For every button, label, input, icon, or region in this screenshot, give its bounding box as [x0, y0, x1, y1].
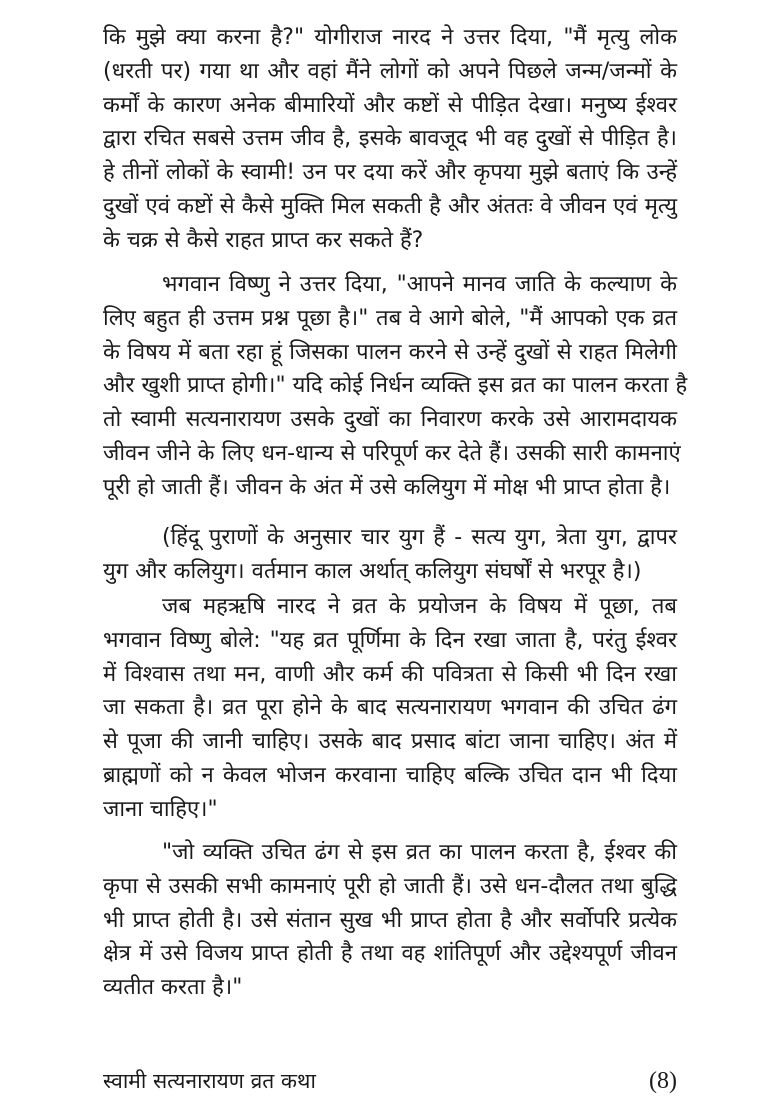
text-line: दुखों एवं कष्टों से कैसे मुक्ति मिल सकती है और अंततः वे जीवन एवं मृत्यु	[103, 193, 677, 219]
text-line: द्वारा रचित सबसे उत्तम जीव है, इसके बावजूद भी वह दुखों से पीड़ित है।	[103, 126, 677, 152]
paragraph-4	[103, 590, 677, 827]
text-line: हे तीनों लोकों के स्वामी! उन पर दया करें और कृपया मुझे बताएं कि उन्हें	[103, 160, 677, 186]
text-line: भगवान विष्णु बोले: "यह व्रत पूर्णिमा के दिन रखा जाता है, परंतु ईश्वर	[103, 627, 677, 653]
text-line: जब महऋषि नारद ने व्रत के प्रयोजन के विषय में पूछा, तब	[162, 594, 677, 619]
text-line: से पूजा की जानी चाहिए। उसके बाद प्रसाद बांटा जाना चाहिए। अंत में	[103, 729, 677, 755]
text-line: युग और कलियुग। वर्तमान काल अर्थात् कलियुग संघर्षों से भरपूर है।)	[103, 558, 642, 584]
text-line: भगवान विष्णु ने उत्तर दिया, "आपने मानव जाति के कल्याण के	[162, 272, 677, 297]
text-line: कृपा से उसकी सभी कामनाएं पूरी हो जाती हैं। उसे धन-दौलत तथा बुद्धि	[103, 873, 677, 899]
paragraph-3	[103, 521, 677, 589]
text-line: में विश्वास तथा मन, वाणी और कर्म की पवित्रता से किसी भी दिन रखा	[103, 661, 677, 687]
text-line: जीवन जीने के लिए धन-धान्य से परिपूर्ण कर देते हैं। उसकी सारी कामनाएं	[103, 440, 681, 466]
text-line: ब्राह्मणों को न केवल भोजन करवाना चाहिए बल्कि उचित दान भी दिया	[103, 762, 677, 788]
page-footer	[103, 1064, 677, 1098]
text-line: तो स्वामी सत्यनारायण उसके दुखों का निवारण करके उसे आरामदायक	[103, 407, 677, 433]
text-line: कि मुझे क्या करना है?" योगीराज नारद ने उत्तर दिया, "मैं मृत्यु लोक	[103, 25, 677, 50]
text-line: के विषय में बता रहा हूं जिसका पालन करने से उन्हें दुखों से राहत मिलेगी	[103, 339, 677, 365]
text-line: (धरती पर) गया था और वहां मैंने लोगों को अपने पिछले जन्म/जन्मों के	[103, 58, 677, 84]
text-line: "जो व्यक्ति उचित ढंग से इस व्रत का पालन करता है, ईश्वर की	[162, 840, 677, 865]
text-line: (हिंदू पुराणों के अनुसार चार युग हैं - सत्य युग, त्रेता युग, द्वापर	[162, 525, 677, 550]
text-line: पूरी हो जाती हैं। जीवन के अंत में उसे कलियुग में मोक्ष भी प्राप्त होता है।	[103, 474, 671, 500]
text-line: लिए बहुत ही उत्तम प्रश्न पूछा है।" तब वे आगे बोले, "मैं आपको एक व्रत	[103, 305, 677, 331]
book-title: स्वामी सत्यनारायण व्रत कथा	[103, 1069, 316, 1093]
paragraph-2	[103, 268, 688, 505]
text-line: कर्मों के कारण अनेक बीमारियों और कष्टों से पीड़ित देखा। मनुष्य ईश्वर	[103, 92, 677, 118]
paragraph-5	[103, 836, 677, 1005]
text-line: जाना चाहिए।"	[103, 796, 218, 822]
text-line: भी प्राप्त होती है। उसे संतान सुख भी प्राप्त होता है और सर्वोपरि प्रत्येक	[103, 907, 677, 933]
text-line: और खुशी प्राप्त होगी।" यदि कोई निर्धन व्यक्ति इस व्रत का पालन करता है	[103, 373, 688, 399]
text-line: जा सकता है। व्रत पूरा होने के बाद सत्यनारायण भगवान की उचित ढंग	[103, 695, 677, 721]
paragraph-1	[103, 21, 677, 258]
text-line: के चक्र से कैसे राहत प्राप्त कर सकते हैं?	[103, 227, 424, 253]
text-line: क्षेत्र में उसे विजय प्राप्त होती है तथा वह शांतिपूर्ण और उद्देश्यपूर्ण जीवन	[103, 941, 677, 967]
page-number: (8)	[649, 1068, 677, 1094]
text-line: व्यतीत करता है।"	[103, 975, 243, 1001]
